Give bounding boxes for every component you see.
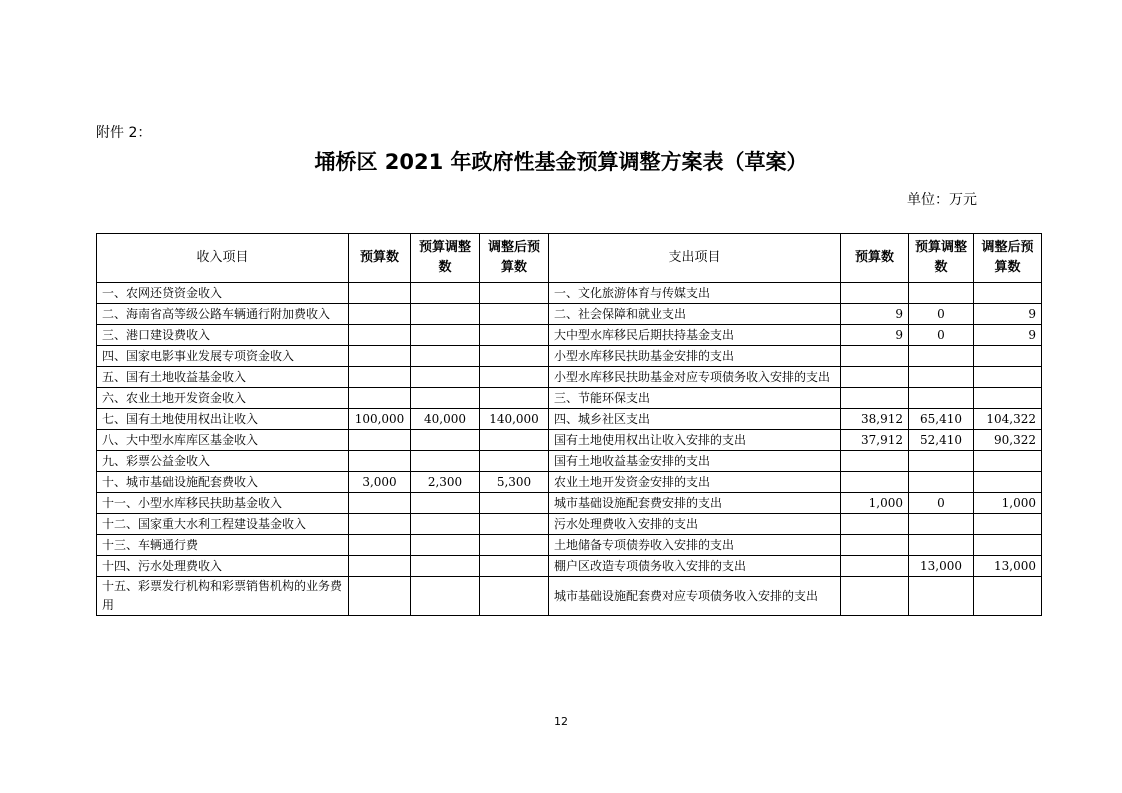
header-income-budget: 预算数 [349, 234, 411, 283]
expense-adjust: 52,410 [909, 430, 974, 451]
table-row [97, 577, 1042, 616]
income-adjust [411, 346, 480, 367]
income-adjust [411, 304, 480, 325]
table-header-row [97, 234, 1042, 283]
expense-item: 四、城乡社区支出 [549, 409, 841, 430]
table-row [97, 325, 1042, 346]
income-adjust: 2,300 [411, 472, 480, 493]
table-row [97, 304, 1042, 325]
expense-after [974, 514, 1042, 535]
expense-adjust [909, 472, 974, 493]
table-row [97, 346, 1042, 367]
expense-after [974, 535, 1042, 556]
income-item: 十一、小型水库移民扶助基金收入 [97, 493, 349, 514]
expense-adjust [909, 514, 974, 535]
expense-after: 13,000 [974, 556, 1042, 577]
income-item: 三、港口建设费收入 [97, 325, 349, 346]
expense-after [974, 283, 1042, 304]
income-adjust [411, 367, 480, 388]
header-expense-after: 调整后预算数 [974, 234, 1042, 283]
expense-budget [841, 283, 909, 304]
income-adjust [411, 451, 480, 472]
expense-after [974, 472, 1042, 493]
income-after [480, 577, 549, 616]
expense-adjust: 13,000 [909, 556, 974, 577]
income-budget: 100,000 [349, 409, 411, 430]
expense-item: 一、文化旅游体育与传媒支出 [549, 283, 841, 304]
expense-after: 104,322 [974, 409, 1042, 430]
expense-item: 大中型水库移民后期扶持基金支出 [549, 325, 841, 346]
table-row [97, 535, 1042, 556]
income-adjust [411, 430, 480, 451]
expense-item: 农业土地开发资金安排的支出 [549, 472, 841, 493]
table-row [97, 472, 1042, 493]
income-item: 五、国有土地收益基金收入 [97, 367, 349, 388]
expense-adjust [909, 367, 974, 388]
income-after: 5,300 [480, 472, 549, 493]
expense-adjust: 65,410 [909, 409, 974, 430]
income-item: 十五、彩票发行机构和彩票销售机构的业务费用 [97, 577, 349, 616]
expense-adjust: 0 [909, 304, 974, 325]
table-row [97, 367, 1042, 388]
expense-budget [841, 535, 909, 556]
income-budget [349, 325, 411, 346]
income-budget [349, 346, 411, 367]
income-after [480, 367, 549, 388]
table-row [97, 283, 1042, 304]
expense-budget [841, 367, 909, 388]
expense-item: 二、社会保障和就业支出 [549, 304, 841, 325]
expense-budget: 38,912 [841, 409, 909, 430]
expense-budget [841, 577, 909, 616]
expense-after [974, 577, 1042, 616]
income-budget: 3,000 [349, 472, 411, 493]
expense-budget: 9 [841, 304, 909, 325]
expense-budget [841, 388, 909, 409]
income-item: 八、大中型水库库区基金收入 [97, 430, 349, 451]
budget-table [96, 233, 1042, 616]
table-row [97, 493, 1042, 514]
expense-item: 小型水库移民扶助基金对应专项债务收入安排的支出 [549, 367, 841, 388]
income-budget [349, 430, 411, 451]
income-adjust [411, 577, 480, 616]
income-after [480, 430, 549, 451]
expense-adjust [909, 388, 974, 409]
header-income-item: 收入项目 [97, 234, 349, 283]
income-budget [349, 514, 411, 535]
income-after [480, 451, 549, 472]
expense-after [974, 367, 1042, 388]
income-budget [349, 304, 411, 325]
expense-adjust [909, 346, 974, 367]
expense-item: 土地储备专项债券收入安排的支出 [549, 535, 841, 556]
expense-budget: 37,912 [841, 430, 909, 451]
header-expense-item: 支出项目 [549, 234, 841, 283]
income-budget [349, 556, 411, 577]
expense-item: 三、节能环保支出 [549, 388, 841, 409]
income-after: 140,000 [480, 409, 549, 430]
income-adjust: 40,000 [411, 409, 480, 430]
expense-budget [841, 451, 909, 472]
expense-item: 国有土地收益基金安排的支出 [549, 451, 841, 472]
income-adjust [411, 388, 480, 409]
unit-label: 单位：万元 [907, 192, 977, 208]
table-row [97, 514, 1042, 535]
expense-adjust [909, 283, 974, 304]
income-item: 六、农业土地开发资金收入 [97, 388, 349, 409]
income-budget [349, 283, 411, 304]
header-expense-budget: 预算数 [841, 234, 909, 283]
expense-budget [841, 472, 909, 493]
expense-budget: 9 [841, 325, 909, 346]
expense-after [974, 346, 1042, 367]
expense-item: 城市基础设施配套费安排的支出 [549, 493, 841, 514]
header-income-after: 调整后预算数 [480, 234, 549, 283]
income-after [480, 493, 549, 514]
income-after [480, 514, 549, 535]
header-income-adjust: 预算调整数 [411, 234, 480, 283]
income-budget [349, 577, 411, 616]
page-number: 12 [554, 715, 568, 728]
income-after [480, 556, 549, 577]
income-item: 九、彩票公益金收入 [97, 451, 349, 472]
income-item: 四、国家电影事业发展专项资金收入 [97, 346, 349, 367]
expense-item: 污水处理费收入安排的支出 [549, 514, 841, 535]
expense-after: 90,322 [974, 430, 1042, 451]
expense-after: 9 [974, 304, 1042, 325]
income-adjust [411, 493, 480, 514]
expense-adjust [909, 451, 974, 472]
income-item: 一、农网还贷资金收入 [97, 283, 349, 304]
income-item: 七、国有土地使用权出让收入 [97, 409, 349, 430]
attachment-label: 附件 2： [96, 125, 152, 141]
table-row [97, 451, 1042, 472]
income-after [480, 325, 549, 346]
table-row [97, 409, 1042, 430]
page-title: 埇桥区 2021 年政府性基金预算调整方案表（草案） [314, 150, 808, 174]
expense-after [974, 388, 1042, 409]
income-after [480, 304, 549, 325]
table-row [97, 430, 1042, 451]
income-budget [349, 451, 411, 472]
income-budget [349, 535, 411, 556]
income-adjust [411, 535, 480, 556]
expense-item: 城市基础设施配套费对应专项债务收入安排的支出 [549, 577, 841, 616]
expense-budget [841, 346, 909, 367]
expense-adjust: 0 [909, 493, 974, 514]
income-adjust [411, 514, 480, 535]
expense-after: 1,000 [974, 493, 1042, 514]
expense-adjust [909, 577, 974, 616]
income-item: 十三、车辆通行费 [97, 535, 349, 556]
income-after [480, 388, 549, 409]
income-adjust [411, 325, 480, 346]
expense-after: 9 [974, 325, 1042, 346]
income-budget [349, 388, 411, 409]
income-adjust [411, 556, 480, 577]
income-item: 十四、污水处理费收入 [97, 556, 349, 577]
income-adjust [411, 283, 480, 304]
expense-after [974, 451, 1042, 472]
expense-adjust [909, 535, 974, 556]
income-budget [349, 367, 411, 388]
income-budget [349, 493, 411, 514]
income-item: 十二、国家重大水利工程建设基金收入 [97, 514, 349, 535]
expense-budget [841, 556, 909, 577]
expense-adjust: 0 [909, 325, 974, 346]
table-row [97, 388, 1042, 409]
income-item: 二、海南省高等级公路车辆通行附加费收入 [97, 304, 349, 325]
expense-budget [841, 514, 909, 535]
income-after [480, 346, 549, 367]
header-expense-adjust: 预算调整数 [909, 234, 974, 283]
income-item: 十、城市基础设施配套费收入 [97, 472, 349, 493]
income-after [480, 535, 549, 556]
expense-item: 小型水库移民扶助基金安排的支出 [549, 346, 841, 367]
table-row [97, 556, 1042, 577]
income-after [480, 283, 549, 304]
expense-budget: 1,000 [841, 493, 909, 514]
expense-item: 国有土地使用权出让收入安排的支出 [549, 430, 841, 451]
expense-item: 棚户区改造专项债务收入安排的支出 [549, 556, 841, 577]
